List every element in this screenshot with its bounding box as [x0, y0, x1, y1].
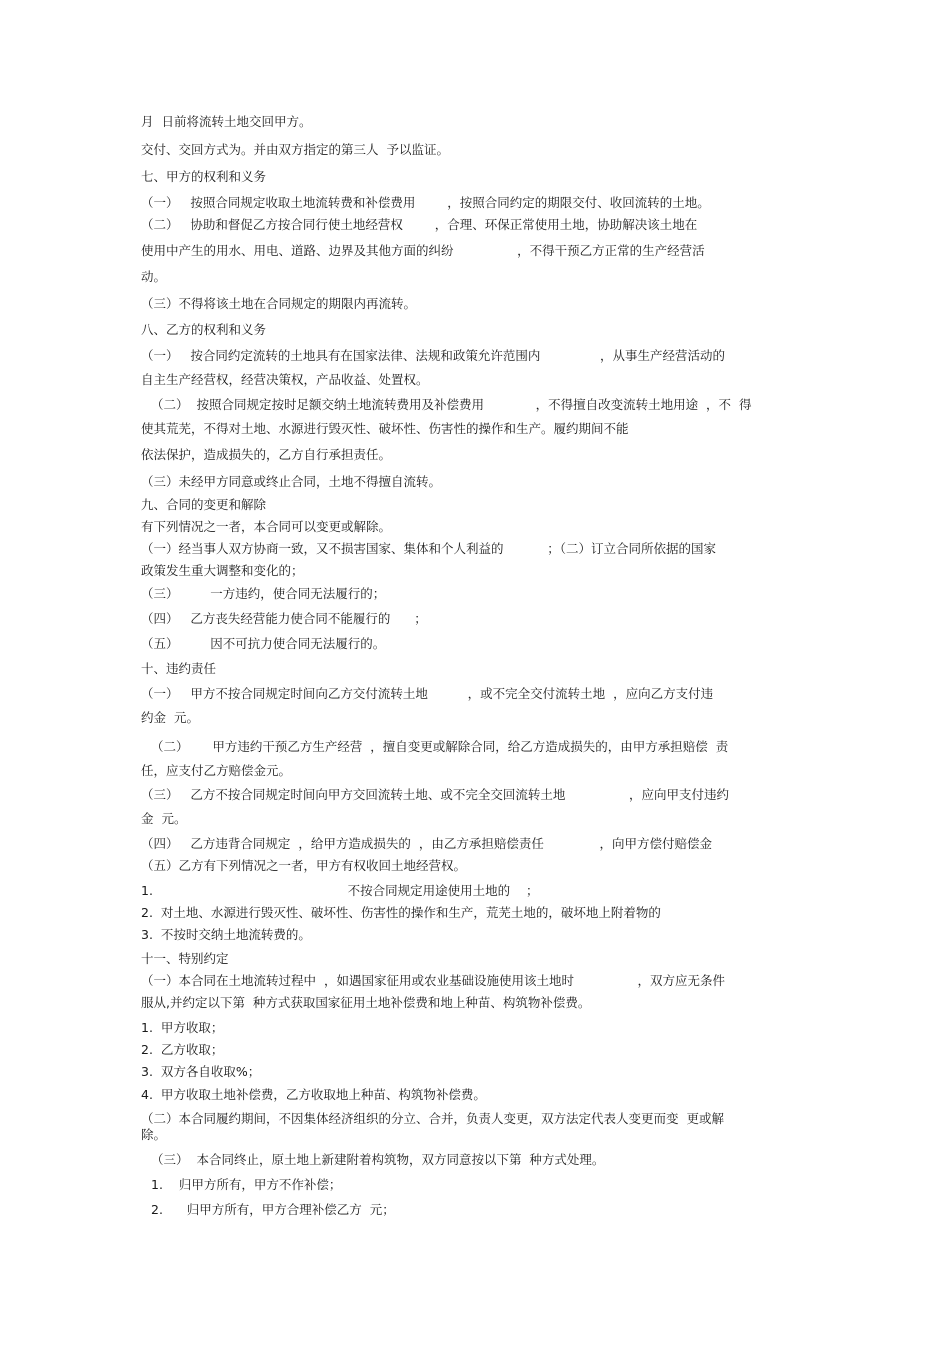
- text-line: 2. 乙方收取；: [141, 1042, 224, 1057]
- text-line: 依法保护，造成损失的，乙方自行承担责任。: [141, 447, 392, 462]
- text-line: （四） 乙方违背合同规定 ，给甲方造成损失的 ，由乙方承担赔偿责任 ，向甲方偿付赔偿金: [141, 836, 712, 851]
- text-line: 政策发生重大调整和变化的；: [141, 563, 304, 578]
- text-line: 动。: [141, 269, 167, 284]
- text-line: （三） 一方违约，使合同无法履行的；: [141, 586, 386, 601]
- text-line: 使用中产生的用水、用电、道路、边界及其他方面的纠纷 ，不得干预乙方正常的生产经营活: [141, 243, 705, 258]
- text-line: 九、合同的变更和解除: [141, 497, 267, 512]
- text-line: （五） 因不可抗力使合同无法履行的。: [141, 636, 386, 651]
- text-line: 有下列情况之一者，本合同可以变更或解除。: [141, 519, 392, 534]
- text-line: 1. 归甲方所有，甲方不作补偿；: [151, 1177, 342, 1192]
- text-line: （一） 按照合同规定收取土地流转费和补偿费用 ，按照合同约定的期限交付、收回流转的土地。: [141, 195, 710, 210]
- text-line: 1. 甲方收取；: [141, 1020, 224, 1035]
- text-line: 十、违约责任: [141, 661, 217, 676]
- text-line: 十一、特别约定: [141, 951, 229, 966]
- text-line: 约金 元。: [141, 710, 199, 725]
- text-line: （三）不得将该土地在合同规定的期限内再流转。: [141, 296, 417, 311]
- text-line: （四） 乙方丧失经营能力使合同不能履行的 ；: [141, 611, 427, 626]
- text-line: 交付、交回方式为。并由双方指定的第三人 予以监证。: [141, 142, 449, 157]
- text-line: 金 元。: [141, 811, 187, 826]
- text-line: （一）本合同在土地流转过程中 ，如遇国家征用或农业基础设施使用该土地时 ，双方应无条件: [141, 973, 726, 988]
- text-line: 2. 归甲方所有，甲方合理补偿乙方 元；: [151, 1202, 395, 1217]
- text-line: （五）乙方有下列情况之一者，甲方有权收回土地经营权。: [141, 858, 467, 873]
- text-line: （二） 甲方违约干预乙方生产经营 ，擅自变更或解除合同，给乙方造成损失的，由甲方承担赔偿 责: [151, 739, 729, 754]
- text-line: （二） 协助和督促乙方按合同行使土地经营权 ，合理、环保正常使用土地，协助解决该土地在: [141, 217, 698, 232]
- text-line: （二）本合同履约期间，不因集体经济组织的分立、合并，负责人变更，双方法定代表人变更而变 更或解: [141, 1111, 724, 1126]
- text-line: 除。: [141, 1127, 167, 1142]
- text-line: （三） 本合同终止，原土地上新建附着构筑物，双方同意按以下第 种方式处理。: [151, 1152, 605, 1167]
- text-line: 2. 对土地、水源进行毁灭性、破坏性、伤害性的操作和生产，荒芜土地的，破坏地上附着物的: [141, 905, 661, 920]
- text-line: 3. 双方各自收取%；: [141, 1064, 261, 1079]
- text-line: （三） 乙方不按合同规定时间向甲方交回流转土地、或不完全交回流转土地 ，应向甲支付违约: [141, 787, 729, 802]
- text-line: 自主生产经营权，经营决策权，产品收益、处置权。: [141, 372, 429, 387]
- text-line: （三）未经甲方同意或终止合同，土地不得擅自流转。: [141, 474, 442, 489]
- text-line: 4. 甲方收取土地补偿费，乙方收取地上种苗、构筑物补偿费。: [141, 1087, 486, 1102]
- text-line: （一） 甲方不按合同规定时间向乙方交付流转土地 ，或不完全交付流转土地 ，应向乙方支付违: [141, 686, 714, 701]
- text-line: （一） 按合同约定流转的土地具有在国家法律、法规和政策允许范围内 ，从事生产经营活动的: [141, 348, 726, 363]
- text-line: 使其荒芜，不得对土地、水源进行毁灭性、破坏性、伤害性的操作和生产。履约期间不能: [141, 421, 629, 436]
- text-line: 3. 不按时交纳土地流转费的。: [141, 927, 311, 942]
- text-line: 1. 不按合同规定用途使用土地的 ；: [141, 883, 539, 898]
- text-line: 任，应支付乙方赔偿金元。: [141, 763, 292, 778]
- text-line: 七、甲方的权利和义务: [141, 169, 267, 184]
- text-line: 服从,并约定以下第 种方式获取国家征用土地补偿费和地上种苗、构筑物补偿费。: [141, 995, 591, 1010]
- text-line: （一）经当事人双方协商一致，又不损害国家、集体和个人利益的 ；（二）订立合同所依据的国家: [141, 541, 716, 556]
- text-line: 八、乙方的权利和义务: [141, 322, 267, 337]
- text-line: 月 日前将流转土地交回甲方。: [141, 114, 312, 129]
- text-line: （二） 按照合同规定按时足额交纳土地流转费用及补偿费用 ，不得擅自改变流转土地用途 ，不 得: [151, 397, 752, 412]
